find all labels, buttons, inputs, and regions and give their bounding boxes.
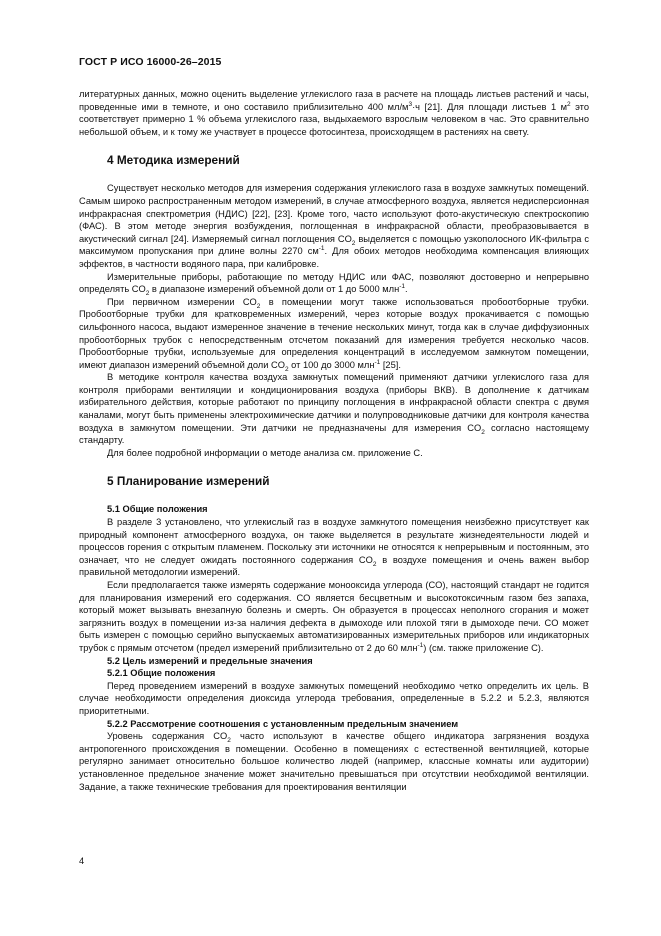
document-header: ГОСТ Р ИСО 16000-26–2015 bbox=[79, 56, 222, 68]
subsection-5-2-2-title: 5.2.2 Рассмотрение соотношения с установленным предельным значением bbox=[107, 718, 459, 729]
page-body bbox=[79, 88, 589, 793]
section-5-title: 5 Планирование измерений bbox=[107, 474, 270, 489]
section-4-paragraph-3: При первичном измерении $CO_2$ в помещении могут также использоваться пробоотборные трубки. Пробоотборные трубки для кратковременных измерений, через которые воздух прокачивается с помощью сильфонного насоса, выдают измеренное значение в течение нескольких минут, тогда как в случае диффузионных пробоотборных трубок с непосредственным отсчетом показаний для измерения требуется несколько часов. Пробоотборные трубки, используемые для определения концентраций в исследуемом замкнутом помещении, имеют диапазон измерений объемной доли $CO_2$ от 100 до 3000 млн$^{-1}$ [25]. bbox=[79, 296, 589, 373]
section-4-paragraph-2: Измерительные приборы, работающие по методу НДИС или ФАС, позволяют достоверно и непрерывно определять $CO_2$ в диапазоне измерений объемной доли от 1 до 5000 млн$^{-1}$. bbox=[79, 271, 589, 297]
section-4-paragraph-1: Существует несколько методов для измерения содержания углекислого газа в воздухе замкнутых помещений. Самым широко распространенным методом измерений, в случае атмосферного воздуха, является недисперсионная инфракрасная спектрометрия (НДИС) [22], [23]. Кроме того, часто используют фото-акустическую спектроскопию (ФАС). В этом методе энергия возбуждения, поглощенная в инфракрасной области, преобразовывается в акустический сигнал [24]. Измеряемый сигнал поглощения $CO_2$ выделяется с помощью узкополосного ИК-фильтра с максимумом пропускания при длине волны 2270 $см^{-1}$. Для обоих методов необходима компенсация влияющих эффектов, в частности водяного пара, при калибровке. bbox=[79, 183, 590, 269]
section-5-2-2-paragraph: Уровень содержания $CO_2$ часто используют в качестве общего индикатора загрязнения воздуха антропогенного происхождения в помещении. Особенно в помещениях с естественной вентиляцией, которые регулярно занимает относительно большое количество людей (например, классные комнаты или аудитории) установленное предельное значение может значительно превышаться при отсутствии необходимой вентиляции. Задание, а также технические требования для проектирования вентиляции bbox=[79, 731, 589, 792]
section-5-2-1-paragraph: Перед проведением измерений в воздухе замкнутых помещений необходимо четко определить их цель. В случае необходимости определения диоксида углерода требования, определенные в 5.2.2 и 5.2.3, являются приоритетными. bbox=[79, 680, 589, 716]
section-4-title: 4 Методика измерений bbox=[107, 153, 240, 168]
section-5-1-paragraph-2: Если предполагается также измерять содержание монооксида углерода (CO), настоящий стандарт не годится для планирования измерений его содержания. CO является бесцветным и высокотоксичным газом без запаха, который может вызывать внезапную болезнь и смерть. Он образуется в процессах неполного сгорания и может загрязнить воздух в помещении из-за наличия дефекта в дымоходе или плохой тяги в дымоходе печи. CO может быть измерен с помощью серийно выпускаемых автоматизированных измерительных приборов или индикаторных трубок с прямым отсчетом (предел измерений приблизительно от 2 до 60 млн$^{-1}$) (см. также приложение C). bbox=[79, 580, 589, 653]
intro-paragraph: литературных данных, можно оценить выделение углекислого газа в расчете на площадь листьев растений и часы, проведенные ими в темноте, и оно составило приблизительно 400 $мл/м^3\cdot ч$ [21]. Для площади листьев 1 $м^2$ это соответствует примерно 1 % объема углекислого газа, выдыхаемого взрослым человеком в час. Это сравнительно небольшой объем, и к тому же участвует в процессе фотосинтеза, происходящем в растениях на свету. bbox=[79, 89, 589, 137]
section-5-1-paragraph-1: В разделе 3 установлено, что углекислый газ в воздухе замкнутого помещения неизбежно присутствует как природный компонент атмосферного воздуха, он также выделяется в результате жизнедеятельности людей и процессов горения с открытым пламенем. Поскольку эти источники не относятся к непрерывным и постоянным, это означает, что не следует ожидать постоянного содержания $CO_2$ в воздухе помещения и очень важен выбор правильной методологии измерений. bbox=[79, 517, 589, 578]
section-4-paragraph-4: В методике контроля качества воздуха замкнутых помещений применяют датчики углекислого газа для контроля приборами вентиляции и кондиционирования воздуха (приборы ВКВ). В дополнение к датчикам избирательного действия, которые работают по принципу поглощения в инфракрасной области спектра с двумя каналами, могут быть применены электрохимические датчики и полупроводниковые датчики для контроля качества воздуха в замкнутом помещении. Эти датчики не предназначены для измерения $CO_2$ согласно настоящему стандарту. bbox=[79, 372, 589, 446]
subsection-5-2-title: 5.2 Цель измерений и предельные значения bbox=[107, 655, 313, 666]
subsection-5-1-title: 5.1 Общие положения bbox=[107, 504, 208, 515]
page-number: 4 bbox=[79, 856, 85, 866]
subsection-5-2-1-title: 5.2.1 Общие положения bbox=[107, 668, 216, 679]
section-4-paragraph-5: Для более подробной информации о методе анализа см. приложение C. bbox=[107, 447, 423, 458]
